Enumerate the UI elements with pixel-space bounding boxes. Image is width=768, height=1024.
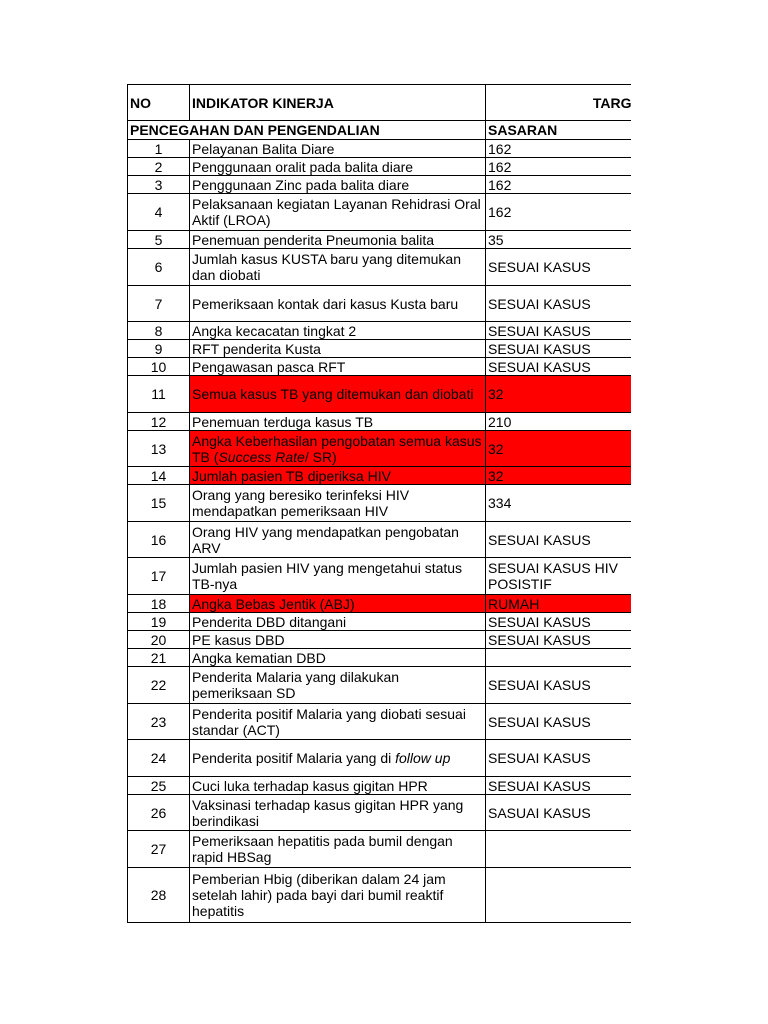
- sasaran-cell: 32: [486, 376, 632, 413]
- indicator-text-suffix: / SR): [304, 448, 337, 465]
- sasaran-cell: [486, 831, 632, 868]
- sasaran-cell: 162: [486, 140, 632, 158]
- row-number: 4: [128, 194, 190, 231]
- sasaran-cell: 334: [486, 485, 632, 522]
- indicator-cell: Pelaksanaan kegiatan Layanan Rehidrasi Oral Aktif (LROA): [190, 194, 486, 231]
- indicator-cell: Pelayanan Balita Diare: [190, 140, 486, 158]
- sasaran-cell: 162: [486, 158, 632, 176]
- sasaran-cell: SESUAI KASUS: [486, 704, 632, 740]
- section-sasaran: SASARAN: [486, 121, 632, 140]
- sasaran-cell: SESUAI KASUS: [486, 249, 632, 286]
- table-row: [128, 777, 632, 795]
- indicator-italic-text: follow up: [395, 750, 451, 766]
- indicator-cell: Penggunaan Zinc pada balita diare: [190, 176, 486, 194]
- table-row: [128, 413, 632, 431]
- indicator-cell: [190, 431, 486, 467]
- table-row: [128, 649, 632, 667]
- indicator-cell: Angka Bebas Jentik (ABJ): [190, 595, 486, 613]
- header-target: TARG: [486, 85, 632, 121]
- sasaran-cell: 32: [486, 467, 632, 485]
- indicator-cell: Vaksinasi terhadap kasus gigitan HPR yang berindikasi: [190, 795, 486, 831]
- sasaran-cell: SESUAI KASUS: [486, 667, 632, 704]
- table-row: [128, 231, 632, 249]
- indicator-italic-text: Success Rate: [218, 448, 305, 465]
- table-row: [128, 376, 632, 413]
- table-row: [128, 249, 632, 286]
- table-row: [128, 431, 632, 467]
- table-row: [128, 631, 632, 649]
- indicator-cell: [190, 740, 486, 777]
- indicator-cell: Pemberian Hbig (diberikan dalam 24 jam setelah lahir) pada bayi dari bumil reaktif hepatitis: [190, 868, 486, 923]
- table-row: [128, 286, 632, 322]
- row-number: 19: [128, 613, 190, 631]
- row-number: 18: [128, 595, 190, 613]
- sasaran-cell: 35: [486, 231, 632, 249]
- indicator-cell: Penemuan penderita Pneumonia balita: [190, 231, 486, 249]
- table-row: [128, 595, 632, 613]
- sasaran-cell: SASUAI KASUS: [486, 795, 632, 831]
- row-number: 25: [128, 777, 190, 795]
- indicator-cell: Penemuan terduga kasus TB: [190, 413, 486, 431]
- row-number: 2: [128, 158, 190, 176]
- row-number: 15: [128, 485, 190, 522]
- indicator-cell: Orang HIV yang mendapatkan pengobatan ARV: [190, 522, 486, 558]
- table-row: [128, 340, 632, 358]
- indicator-cell: RFT penderita Kusta: [190, 340, 486, 358]
- table-row: [128, 704, 632, 740]
- table-row: [128, 795, 632, 831]
- table-row: [128, 831, 632, 868]
- table-row: [128, 194, 632, 231]
- sasaran-cell: SESUAI KASUS: [486, 740, 632, 777]
- section-row: [128, 121, 632, 140]
- table-row: [128, 158, 632, 176]
- sasaran-cell: 162: [486, 176, 632, 194]
- sasaran-cell: SESUAI KASUS: [486, 613, 632, 631]
- row-number: 3: [128, 176, 190, 194]
- row-number: 26: [128, 795, 190, 831]
- table-row: [128, 558, 632, 595]
- row-number: 28: [128, 868, 190, 923]
- row-number: 5: [128, 231, 190, 249]
- row-number: 17: [128, 558, 190, 595]
- indicator-cell: Jumlah pasien HIV yang mengetahui status TB-nya: [190, 558, 486, 595]
- sasaran-cell: [486, 649, 632, 667]
- sasaran-cell: SESUAI KASUS: [486, 631, 632, 649]
- indicator-cell: Semua kasus TB yang ditemukan dan diobati: [190, 376, 486, 413]
- sasaran-cell: SESUAI KASUS HIV POSISTIF: [486, 558, 632, 595]
- indicator-cell: Penderita Malaria yang dilakukan pemeriksaan SD: [190, 667, 486, 704]
- indicator-cell: Cuci luka terhadap kasus gigitan HPR: [190, 777, 486, 795]
- sasaran-cell: SESUAI KASUS: [486, 358, 632, 376]
- indicator-cell: Jumlah kasus KUSTA baru yang ditemukan dan diobati: [190, 249, 486, 286]
- indicator-cell: Pengawasan pasca RFT: [190, 358, 486, 376]
- row-number: 11: [128, 376, 190, 413]
- header-no: NO: [128, 85, 190, 121]
- row-number: 1: [128, 140, 190, 158]
- row-number: 24: [128, 740, 190, 777]
- sasaran-cell: 32: [486, 431, 632, 467]
- indicator-cell: Angka kecacatan tingkat 2: [190, 322, 486, 340]
- row-number: 9: [128, 340, 190, 358]
- indicator-cell: Angka kematian DBD: [190, 649, 486, 667]
- indicator-cell: PE kasus DBD: [190, 631, 486, 649]
- table-row: [128, 522, 632, 558]
- header-indikator: INDIKATOR KINERJA: [190, 85, 486, 121]
- indicator-text: Penderita positif Malaria yang di: [192, 750, 396, 766]
- table-row: [128, 358, 632, 376]
- indicator-text: Angka Keberhasilan pengobatan semua kasus TB (: [192, 432, 482, 465]
- indicator-cell: Jumlah pasien TB diperiksa HIV: [190, 467, 486, 485]
- table-row: [128, 140, 632, 158]
- row-number: 10: [128, 358, 190, 376]
- row-number: 8: [128, 322, 190, 340]
- sasaran-cell: 162: [486, 194, 632, 231]
- table-row: [128, 176, 632, 194]
- indicator-cell: Penderita DBD ditangani: [190, 613, 486, 631]
- sasaran-cell: RUMAH: [486, 595, 632, 613]
- header-row: [128, 85, 632, 121]
- sasaran-cell: SESUAI KASUS: [486, 777, 632, 795]
- table-row: [128, 868, 632, 923]
- page-clip-area: [631, 84, 768, 944]
- row-number: 22: [128, 667, 190, 704]
- row-number: 13: [128, 431, 190, 467]
- indicator-cell: Penggunaan oralit pada balita diare: [190, 158, 486, 176]
- row-number: 27: [128, 831, 190, 868]
- row-number: 7: [128, 286, 190, 322]
- indicator-cell: Pemeriksaan hepatitis pada bumil dengan rapid HBSag: [190, 831, 486, 868]
- section-title: PENCEGAHAN DAN PENGENDALIAN: [128, 121, 486, 140]
- sasaran-cell: 210: [486, 413, 632, 431]
- indicator-cell: Penderita positif Malaria yang diobati sesuai standar (ACT): [190, 704, 486, 740]
- sasaran-cell: [486, 868, 632, 923]
- row-number: 14: [128, 467, 190, 485]
- indicator-cell: Orang yang beresiko terinfeksi HIV mendapatkan pemeriksaan HIV: [190, 485, 486, 522]
- sasaran-cell: SESUAI KASUS: [486, 340, 632, 358]
- table-body: [128, 85, 632, 923]
- row-number: 16: [128, 522, 190, 558]
- indicator-table: [127, 84, 632, 923]
- row-number: 21: [128, 649, 190, 667]
- row-number: 20: [128, 631, 190, 649]
- table-row: [128, 667, 632, 704]
- table-row: [128, 740, 632, 777]
- table-row: [128, 322, 632, 340]
- sasaran-cell: SESUAI KASUS: [486, 286, 632, 322]
- row-number: 12: [128, 413, 190, 431]
- table-row: [128, 613, 632, 631]
- table-row: [128, 485, 632, 522]
- indicator-cell: Pemeriksaan kontak dari kasus Kusta baru: [190, 286, 486, 322]
- sasaran-cell: SESUAI KASUS: [486, 322, 632, 340]
- row-number: 6: [128, 249, 190, 286]
- row-number: 23: [128, 704, 190, 740]
- table-row: [128, 467, 632, 485]
- sasaran-cell: SESUAI KASUS: [486, 522, 632, 558]
